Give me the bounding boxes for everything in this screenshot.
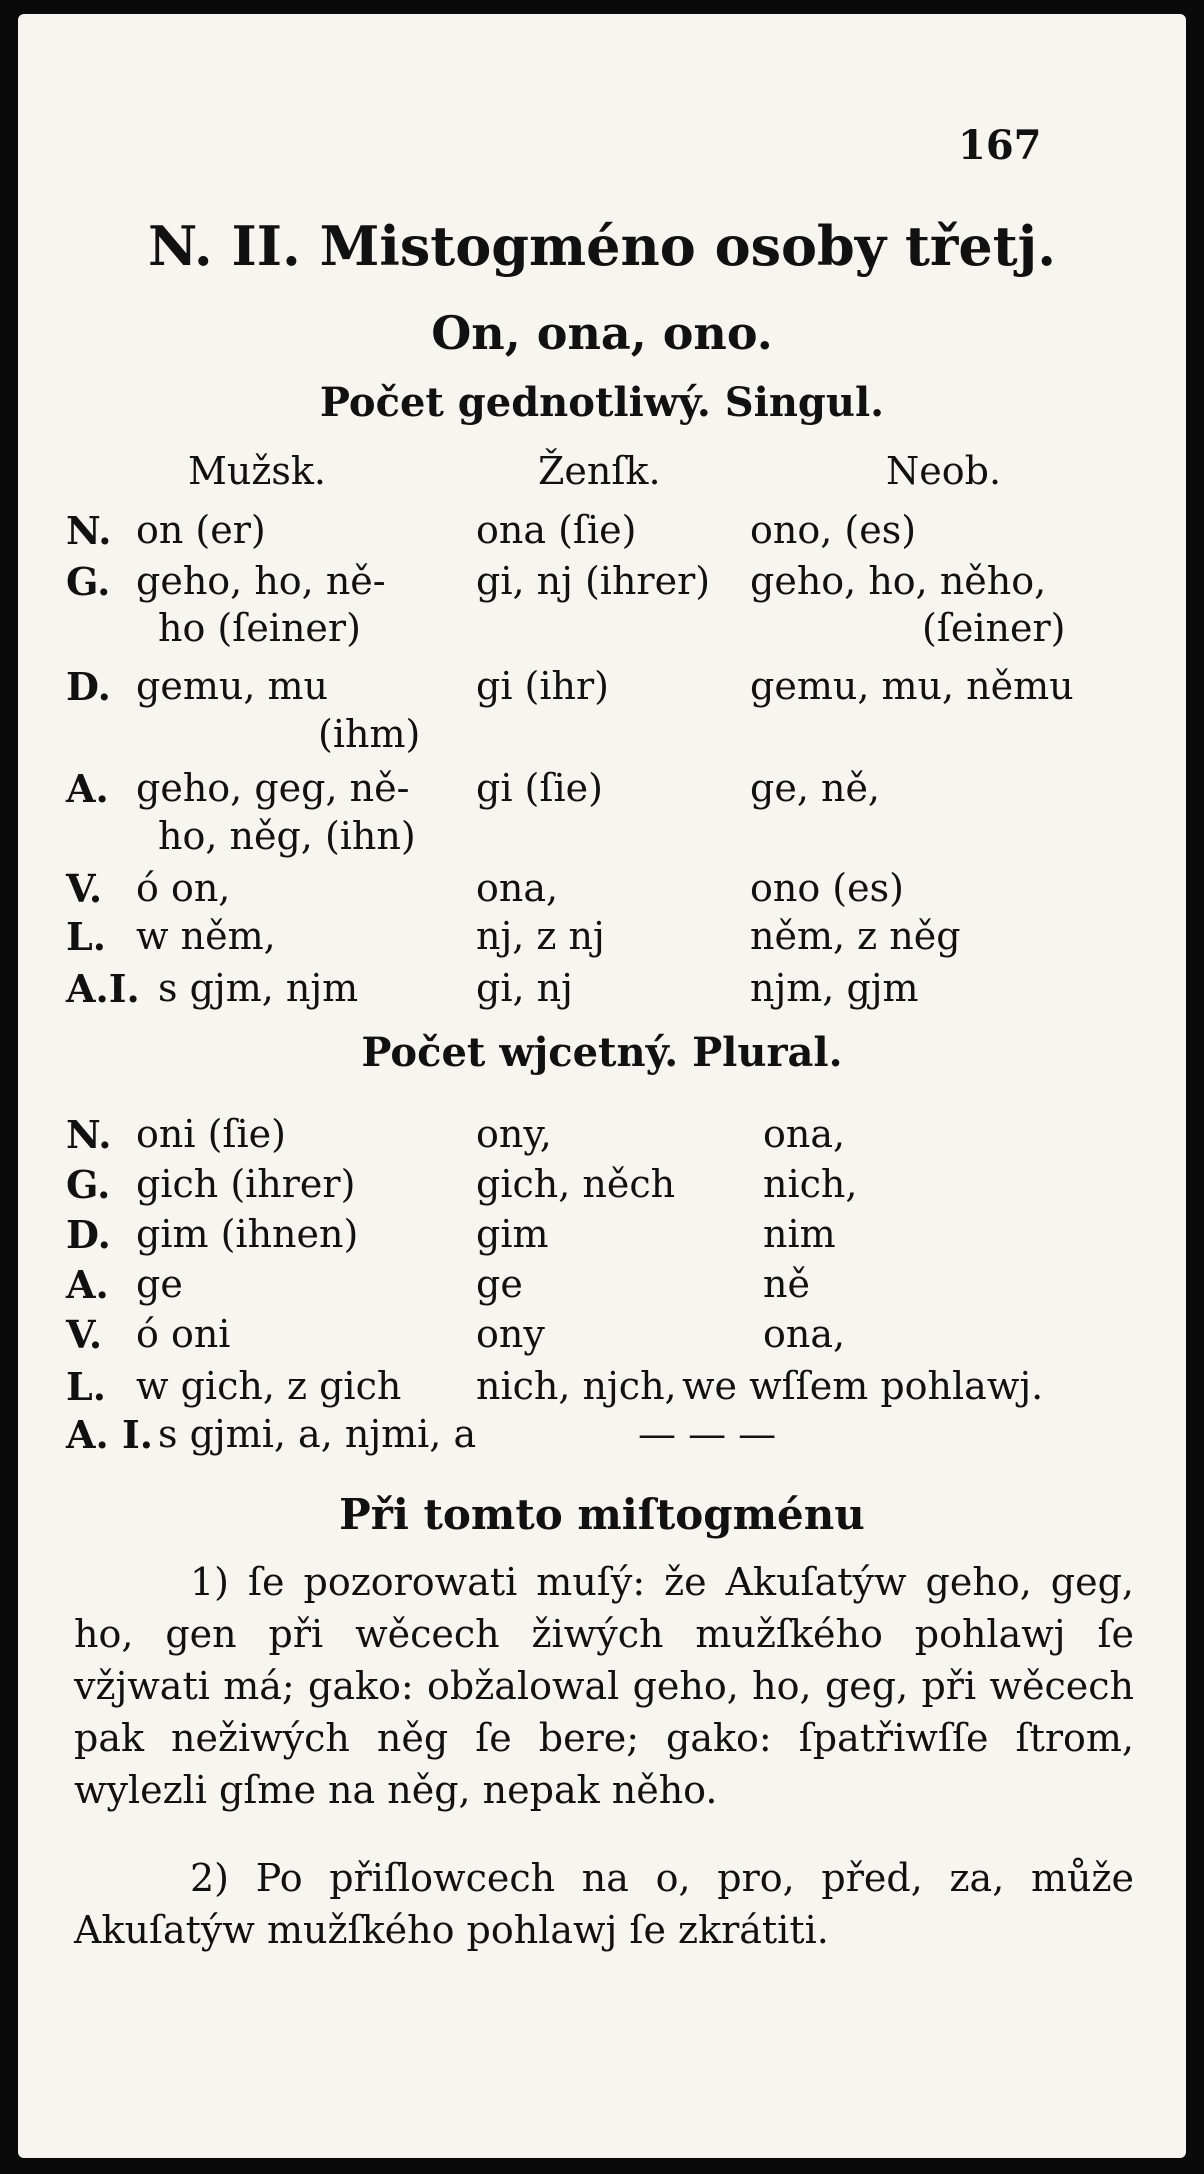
case-label: G. bbox=[66, 1162, 111, 1207]
neut-cell: nich, bbox=[763, 1162, 858, 1206]
fem-cell: gi (ihr) bbox=[476, 664, 609, 708]
case-label: A. bbox=[66, 1262, 109, 1307]
case-label: A.I. bbox=[66, 966, 140, 1011]
fem-cell: nich, njch, bbox=[476, 1364, 677, 1408]
case-label: N. bbox=[66, 508, 112, 553]
neut-cell: — — — bbox=[638, 1412, 777, 1456]
fem-cell: gich, něch bbox=[476, 1162, 676, 1206]
masc-cell: ó oni bbox=[136, 1312, 231, 1356]
neut-cell: ona, bbox=[763, 1312, 846, 1356]
singular-heading: Počet gednotliwý. Singul. bbox=[319, 379, 885, 426]
page-number: 167 bbox=[958, 122, 1042, 169]
column-header-neut: Neob. bbox=[886, 449, 1002, 493]
case-label: A. bbox=[66, 766, 109, 811]
masc-cell: w gich, z gich bbox=[136, 1364, 402, 1408]
fem-cell: gi, nj bbox=[476, 966, 573, 1010]
masc-cell: geho, ho, ně- bbox=[136, 559, 386, 603]
book-page bbox=[18, 14, 1186, 2158]
neut-cell: ge, ně, bbox=[750, 766, 881, 810]
neut-cell: nim bbox=[763, 1212, 836, 1256]
masc-cell: ó on, bbox=[136, 866, 231, 910]
masc-cell: ho, něg, (ihn) bbox=[158, 814, 416, 858]
fem-cell: gim bbox=[476, 1212, 549, 1256]
masc-cell: gim (ihnen) bbox=[136, 1212, 359, 1256]
note-paragraph-1: 1) ſe pozorowati muſý: že Akuſatýw geho, geg, ho, gen při wěcech žiwých mužſkého pohlawj ſe vžjwati má; gako: obžalowal geho, ho, geg, při wěcech pak nežiwých něg ſe bere; gako: ſpatřiwſſe ſtrom, wylezli gſme na něg, nepak něho. bbox=[74, 1560, 1134, 1812]
fem-cell: ge bbox=[476, 1262, 523, 1306]
fem-cell: gi (ſie) bbox=[476, 766, 603, 810]
neut-cell: ono (es) bbox=[750, 866, 904, 910]
case-label: D. bbox=[66, 1212, 111, 1257]
masc-cell: s gjm, njm bbox=[158, 966, 359, 1010]
masc-cell: on (er) bbox=[136, 508, 266, 552]
neut-cell: njm, gjm bbox=[750, 966, 919, 1010]
case-label: V. bbox=[66, 866, 103, 911]
column-header-masc: Mužsk. bbox=[188, 449, 327, 493]
masc-cell: ho (ſeiner) bbox=[158, 606, 361, 650]
masc-cell: w něm, bbox=[136, 914, 276, 958]
neut-cell: we wſſem pohlawj. bbox=[682, 1364, 1044, 1408]
case-label: A. I. bbox=[66, 1412, 153, 1457]
case-label: L. bbox=[66, 914, 106, 959]
masc-cell: oni (ſie) bbox=[136, 1112, 286, 1156]
fem-cell: gi, nj (ihrer) bbox=[476, 559, 711, 603]
page-title: N. II. Mistogméno osoby třetj. bbox=[147, 214, 1056, 278]
neut-cell: geho, ho, něho, bbox=[750, 559, 1047, 603]
neut-cell: gemu, mu, němu bbox=[750, 664, 1074, 708]
masc-cell: ge bbox=[136, 1262, 183, 1306]
masc-cell: gemu, mu bbox=[136, 664, 328, 708]
case-label: L. bbox=[66, 1364, 106, 1409]
plural-heading: Počet wjcetný. Plural. bbox=[361, 1029, 843, 1076]
subtitle: On, ona, ono. bbox=[431, 306, 773, 360]
fem-cell: ona (ſie) bbox=[476, 508, 637, 552]
neut-cell: něm, z něg bbox=[750, 914, 961, 958]
case-label: N. bbox=[66, 1112, 112, 1157]
masc-cell: gich (ihrer) bbox=[136, 1162, 356, 1206]
column-header-fem: Ženſk. bbox=[538, 449, 661, 493]
notes-heading: Při tomto miſtogménu bbox=[339, 1490, 865, 1539]
neut-cell: ono, (es) bbox=[750, 508, 917, 552]
neut-cell: ně bbox=[763, 1262, 810, 1306]
masc-cell: s gjmi, a, njmi, a bbox=[158, 1412, 477, 1456]
neut-cell: (ſeiner) bbox=[922, 606, 1066, 650]
neut-cell: ona, bbox=[763, 1112, 846, 1156]
fem-cell: ony, bbox=[476, 1112, 552, 1156]
fem-cell: ona, bbox=[476, 866, 559, 910]
masc-cell: geho, geg, ně- bbox=[136, 766, 410, 810]
fem-cell: ony bbox=[476, 1312, 545, 1356]
masc-cell: (ihm) bbox=[318, 712, 421, 756]
case-label: D. bbox=[66, 664, 111, 709]
case-label: V. bbox=[66, 1312, 103, 1357]
note-paragraph-2: 2) Po přiſlowcech na o, pro, před, za, může Akuſatýw mužſkého pohlawj ſe zkrátiti. bbox=[74, 1856, 1134, 1952]
fem-cell: nj, z nj bbox=[476, 914, 605, 958]
case-label: G. bbox=[66, 559, 111, 604]
